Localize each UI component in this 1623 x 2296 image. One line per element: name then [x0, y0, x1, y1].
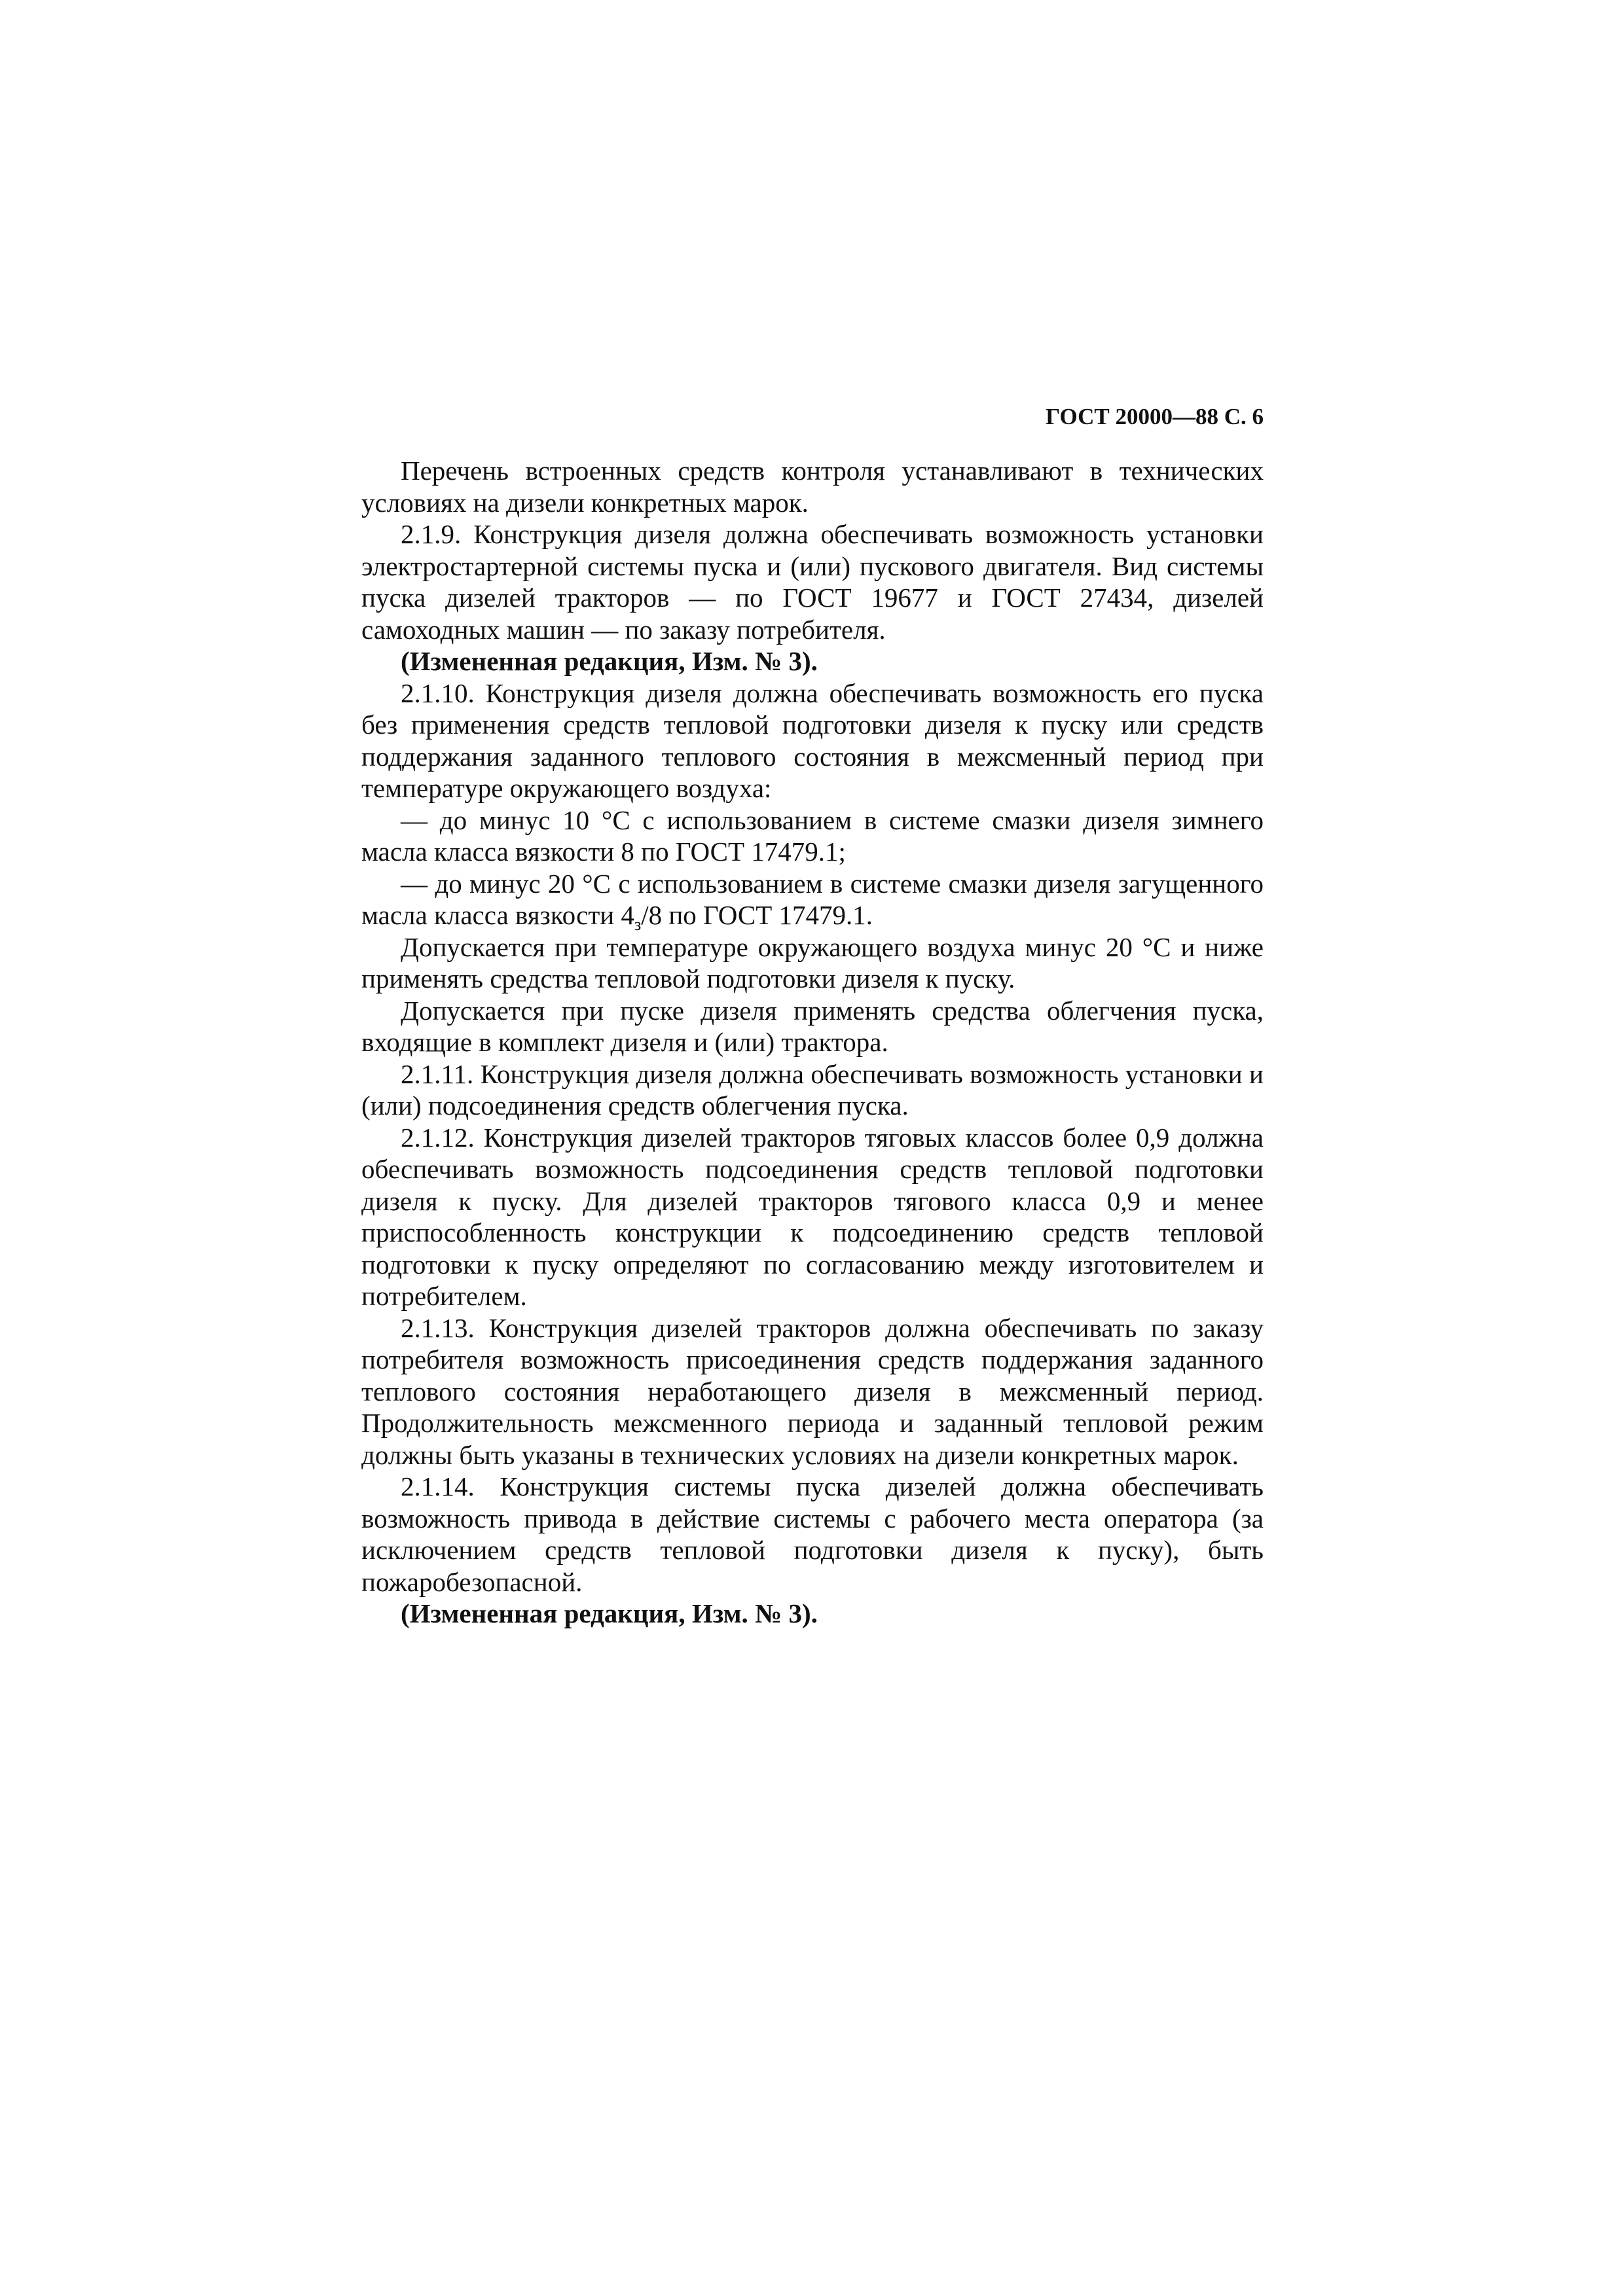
- paragraph-2-1-10: 2.1.10. Конструкция дизеля должна обеспечивать возможность его пуска без применения средств тепловой подготовки дизеля к пуску или средств поддержания заданного теплового состояния в межсменный период при температуре окружающего воздуха:: [361, 677, 1264, 803]
- list-item-minus-20-text: — до минус 20 °С с использованием в системе смазки дизеля загущенного масла класса вязкости 4: [361, 868, 1264, 930]
- paragraph-allowed-start-aids: Допускается при пуске дизеля применять средства облегчения пуска, входящие в комплект дизеля и (или) трактора.: [361, 995, 1264, 1057]
- paragraph-2-1-11: 2.1.11. Конструкция дизеля должна обеспечивать возможность установки и (или) подсоединения средств облегчения пуска.: [361, 1058, 1264, 1121]
- viscosity-subscript: з: [634, 915, 642, 935]
- list-item-minus-20: [361, 868, 1264, 935]
- page-header: ГОСТ 20000—88 С. 6: [1046, 404, 1264, 429]
- paragraph-2-1-13: 2.1.13. Конструкция дизелей тракторов должна обеспечивать по заказу потребителя возможность присоединения средств поддержания заданного теплового состояния неработающего дизеля в межсменный период. Продолжительность межсменного периода и заданный тепловой режим должны быть указаны в технических условиях на дизели конкретных марок.: [361, 1312, 1264, 1470]
- paragraph-2-1-12: 2.1.12. Конструкция дизелей тракторов тяговых классов более 0,9 должна обеспечивать возможность подсоединения средств тепловой подготовки дизеля к пуску. Для дизелей тракторов тягового класса 0,9 и менее приспособленность конструкции к подсоединению средств тепловой подготовки к пуску определяют по согласованию между изготовителем и потребителем.: [361, 1122, 1264, 1311]
- paragraph-2-1-9: 2.1.9. Конструкция дизеля должна обеспечивать возможность установки электростартерной системы пуска и (или) пускового двигателя. Вид системы пуска дизелей тракторов — по ГОСТ 19677 и ГОСТ 27434, дизелей самоходных машин — по заказу потребителя.: [361, 519, 1264, 645]
- document-body: [361, 455, 1264, 1630]
- amendment-note: (Измененная редакция, Изм. № 3).: [401, 1598, 818, 1628]
- list-item-minus-20-tail: /8 по ГОСТ 17479.1.: [641, 900, 873, 930]
- list-item-minus-10: — до минус 10 °С с использованием в системе смазки дизеля зимнего масла класса вязкости 8 по ГОСТ 17479.1;: [361, 804, 1264, 867]
- amendment-note: (Измененная редакция, Изм. № 3).: [401, 646, 818, 676]
- paragraph-allowed-heating: Допускается при температуре окружающего воздуха минус 20 °С и ниже применять средства тепловой подготовки дизеля к пуску.: [361, 931, 1264, 994]
- paragraph-2-1-14: 2.1.14. Конструкция системы пуска дизелей должна обеспечивать возможность привода в действие системы с рабочего места оператора (за исключением средств тепловой подготовки дизеля к пуску), быть пожаробезопасной.: [361, 1471, 1264, 1597]
- paragraph-controls-list: Перечень встроенных средств контроля устанавливают в технических условиях на дизели конкретных марок.: [361, 456, 1264, 518]
